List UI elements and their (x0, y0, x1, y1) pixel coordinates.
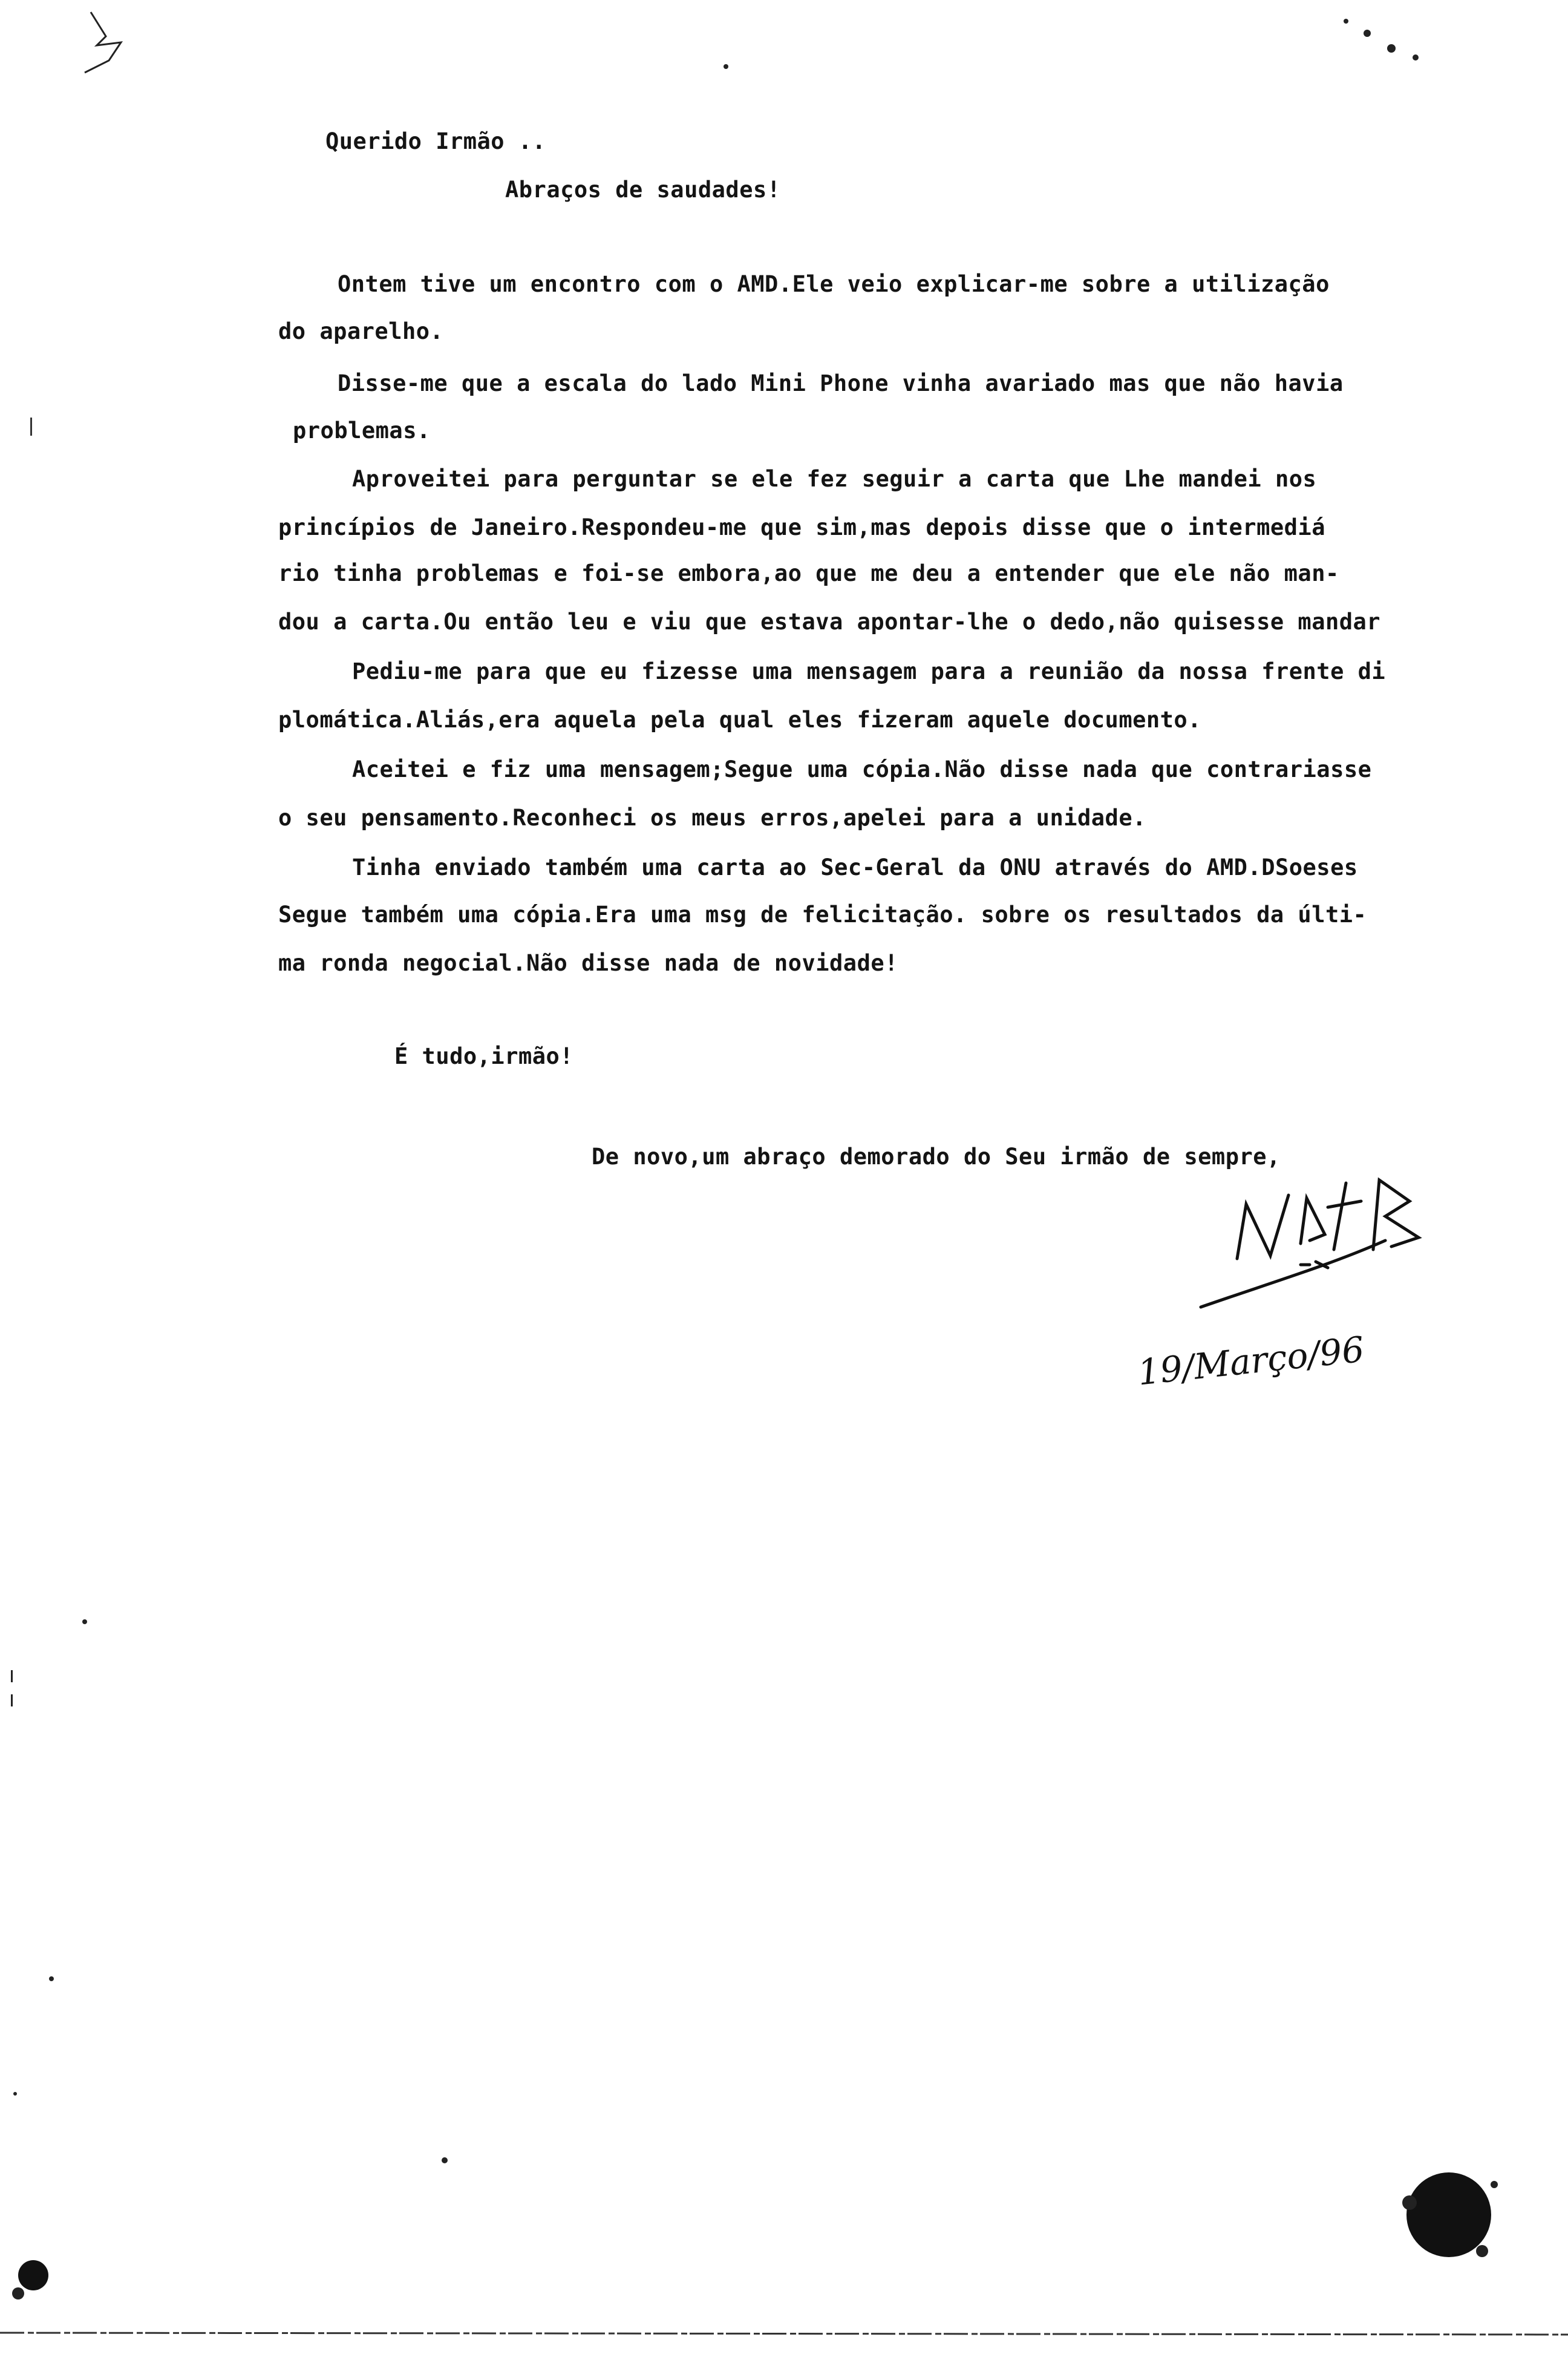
body-line: Pediu-me para que eu fizesse uma mensagem para a reunião da nossa frente di (352, 658, 1386, 684)
body-line: Disse-me que a escala do lado Mini Phone vinha avariado mas que não havia (338, 370, 1344, 396)
body-line: do aparelho. (278, 318, 444, 344)
body-line: o seu pensamento.Reconheci os meus erros,apelei para a unidade. (278, 805, 1146, 831)
body-line: Aproveitei para perguntar se ele fez seguir a carta que Lhe mandei nos (352, 466, 1317, 492)
salutation: Querido Irmão .. (325, 128, 546, 154)
signature (1201, 1180, 1419, 1307)
body-line: Aceitei e fiz uma mensagem;Segue uma cópia.Não disse nada que contrariasse (352, 756, 1372, 782)
body-line: problemas. (293, 418, 431, 444)
greeting: Abraços de saudades! (505, 177, 781, 203)
closing: De novo,um abraço demorado do Seu irmão de sempre, (592, 1144, 1281, 1170)
body-line: Segue também uma cópia.Era uma msg de felicitação. sobre os resultados da últi- (278, 902, 1367, 928)
body-line: plomática.Aliás,era aquela pela qual eles fizeram aquele documento. (278, 707, 1201, 733)
handwritten-date: 19/Março/96 (1135, 1328, 1367, 1394)
body-line: rio tinha problemas e foi-se embora,ao que me deu a entender que ele não man- (278, 560, 1339, 586)
body-line: princípios de Janeiro.Respondeu-me que sim,mas depois disse que o intermediá (278, 514, 1325, 540)
body-line: ma ronda negocial.Não disse nada de novidade! (278, 950, 898, 976)
body-line: Ontem tive um encontro com o AMD.Ele veio explicar-me sobre a utilização (338, 271, 1330, 297)
closing-short: É tudo,irmão! (394, 1043, 574, 1069)
body-line: dou a carta.Ou então leu e viu que estava apontar-lhe o dedo,não quisesse mandar (278, 609, 1381, 635)
body-line: Tinha enviado também uma carta ao Sec-Geral da ONU através do AMD.DSoeses (352, 854, 1358, 880)
